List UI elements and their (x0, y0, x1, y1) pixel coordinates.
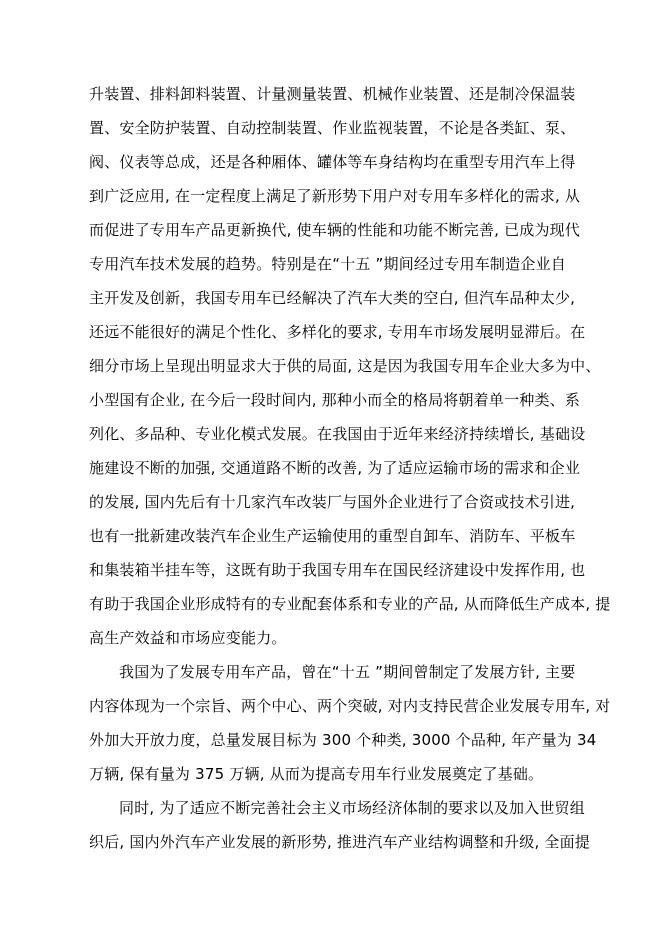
text-line-19: 内容体现为一个宗旨、两个中心、两个突破, 对内支持民营企业发展专用车, 对 (89, 697, 611, 715)
text-line-12: 施建设不断的加强, 交通道路不断的改善, 为了适应运输市场的需求和企业 (89, 459, 581, 477)
text-line-8: 还远不能很好的满足个性化、多样化的要求, 专用车市场发展明显滞后。在 (89, 323, 586, 341)
text-line-15: 和集装箱半挂车等，这既有助于我国专用车在国民经济建设中发挥作用, 也 (89, 561, 586, 579)
text-line-6: 专用汽车技术发展的趋势。特别是在“十五 ”期间经过专用车制造企业自 (89, 255, 566, 273)
text-line-7: 主开发及创新，我国专用车已经解决了汽车大类的空白, 但汽车品种太少, (89, 289, 576, 307)
text-line-21: 万辆, 保有量为 375 万辆, 从而为提高专用车行业发展奠定了基础。 (89, 765, 544, 783)
text-line-13: 的发展, 国内先后有十几家汽车改装厂与国外企业进行了合资或技术引进, (89, 493, 576, 511)
text-line-23: 织后, 国内外汽车产业发展的新形势, 推进汽车产业结构调整和升级, 全面提 (89, 833, 591, 851)
text-line-3: 阀、仪表等总成，还是各种厢体、罐体等车身结构均在重型专用汽车上得 (89, 153, 576, 171)
text-line-4: 到广泛应用, 在一定程度上满足了新形势下用户对专用车多样化的需求, 从 (89, 187, 581, 205)
text-line-20: 外加大开放力度，总量发展目标为 300 个种类, 3000 个品种, 年产量为 34 (89, 731, 597, 749)
text-line-14: 也有一批新建改装汽车企业生产运输使用的重型自卸车、消防车、平板车 (89, 527, 576, 545)
text-line-1: 升装置、排料卸料装置、计量测量装置、机械作业装置、还是制冷保温装 (89, 85, 576, 103)
text-line-5: 而促进了专用车产品更新换代, 使车辆的性能和功能不断完善, 已成为现代 (89, 221, 581, 239)
text-line-17: 高生产效益和市场应变能力。 (89, 629, 287, 647)
text-line-18: 我国为了发展专用车产品，曾在“十五 ”期间曾制定了发展方针, 主要 (119, 663, 576, 681)
text-line-9: 细分市场上呈现出明显求大于供的局面, 这是因为我国专用车企业大多为中、 (89, 357, 601, 375)
text-line-22: 同时, 为了适应不断完善社会主义市场经济体制的要求以及加入世贸组 (119, 799, 585, 817)
text-line-11: 列化、多品种、专业化模式发展。在我国由于近年来经济持续增长, 基础设 (89, 425, 586, 443)
text-line-16: 有助于我国企业形成特有的专业配套体系和专业的产品, 从而降低生产成本, 提 (89, 595, 611, 613)
text-line-10: 小型国有企业, 在今后一段时间内, 那种小而全的格局将朝着单一种类、系 (89, 391, 581, 409)
text-line-2: 置、安全防护装置、自动控制装置、作业监视装置，不论是各类缸、泵、 (89, 119, 576, 137)
